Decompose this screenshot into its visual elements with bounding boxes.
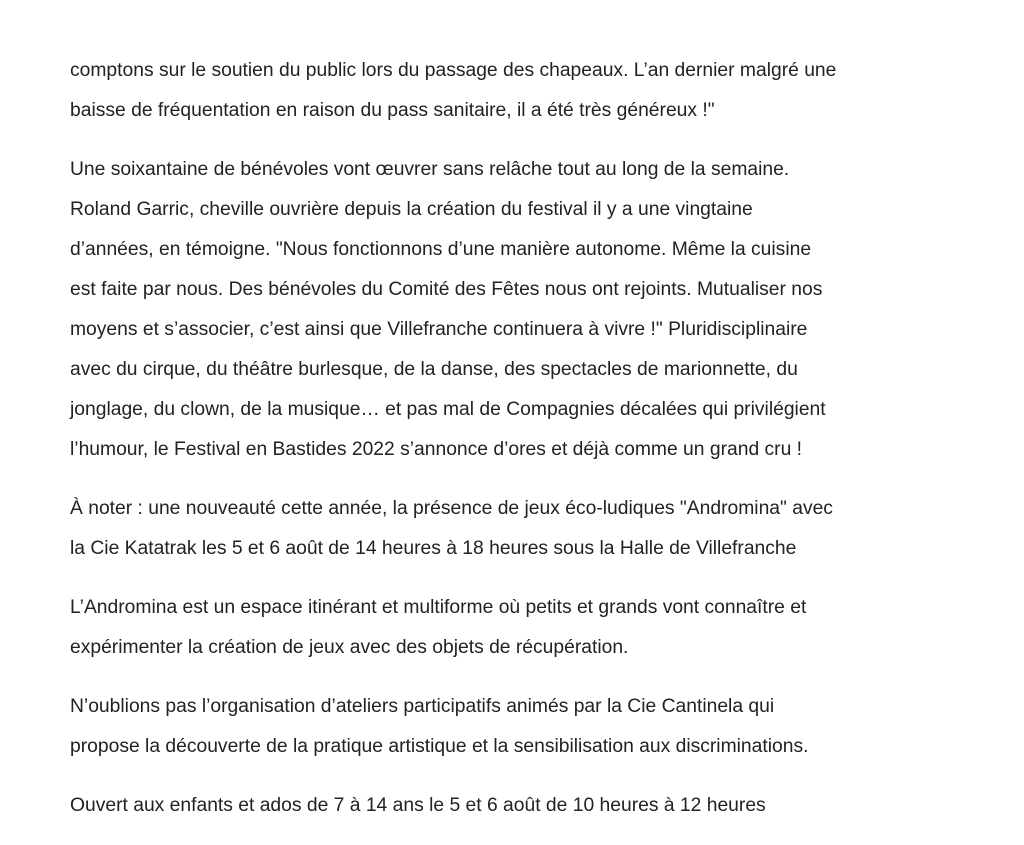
paragraph-workshops (70, 687, 970, 767)
paragraph-andromina-description (70, 588, 970, 668)
text-line: À noter : une nouveauté cette année, la présence de jeux éco-ludiques "Andromina" avec (70, 498, 833, 519)
text-line: comptons sur le soutien du public lors du passage des chapeaux. L’an dernier malgré une (70, 60, 837, 81)
text-line: baisse de fréquentation en raison du pass sanitaire, il a été très généreux !" (70, 100, 715, 121)
paragraph-andromina-note (70, 489, 970, 569)
text-line: moyens et s’associer, c’est ainsi que Villefranche continuera à vivre !" Pluridisciplinaire (70, 319, 808, 340)
paragraph-volunteers (70, 150, 970, 470)
text-line: propose la découverte de la pratique artistique et la sensibilisation aux discriminations. (70, 736, 809, 757)
text-line: Une soixantaine de bénévoles vont œuvrer sans relâche tout au long de la semaine. (70, 159, 790, 180)
text-line: est faite par nous. Des bénévoles du Comité des Fêtes nous ont rejoints. Mutualiser nos (70, 279, 823, 300)
text-line: d’années, en témoigne. "Nous fonctionnons d’une manière autonome. Même la cuisine (70, 239, 812, 260)
text-line: jonglage, du clown, de la musique… et pas mal de Compagnies décalées qui privilégient (70, 399, 826, 420)
text-line: avec du cirque, du théâtre burlesque, de la danse, des spectacles de marionnette, du (70, 359, 798, 380)
text-line: N’oublions pas l’organisation d’ateliers participatifs animés par la Cie Cantinela qui (70, 696, 775, 717)
text-line: la Cie Katatrak les 5 et 6 août de 14 heures à 18 heures sous la Halle de Villefranche (70, 538, 797, 559)
paragraph-public-support (70, 51, 970, 131)
text-line: L’Andromina est un espace itinérant et multiforme où petits et grands vont connaître et (70, 597, 807, 618)
paragraph-schedule (70, 786, 970, 826)
text-line: Roland Garric, cheville ouvrière depuis la création du festival il y a une vingtaine (70, 199, 753, 220)
article-body (70, 51, 970, 845)
text-line: expérimenter la création de jeux avec des objets de récupération. (70, 637, 629, 658)
text-line: l’humour, le Festival en Bastides 2022 s’annonce d’ores et déjà comme un grand cru ! (70, 439, 803, 460)
text-line: Ouvert aux enfants et ados de 7 à 14 ans le 5 et 6 août de 10 heures à 12 heures (70, 795, 766, 816)
